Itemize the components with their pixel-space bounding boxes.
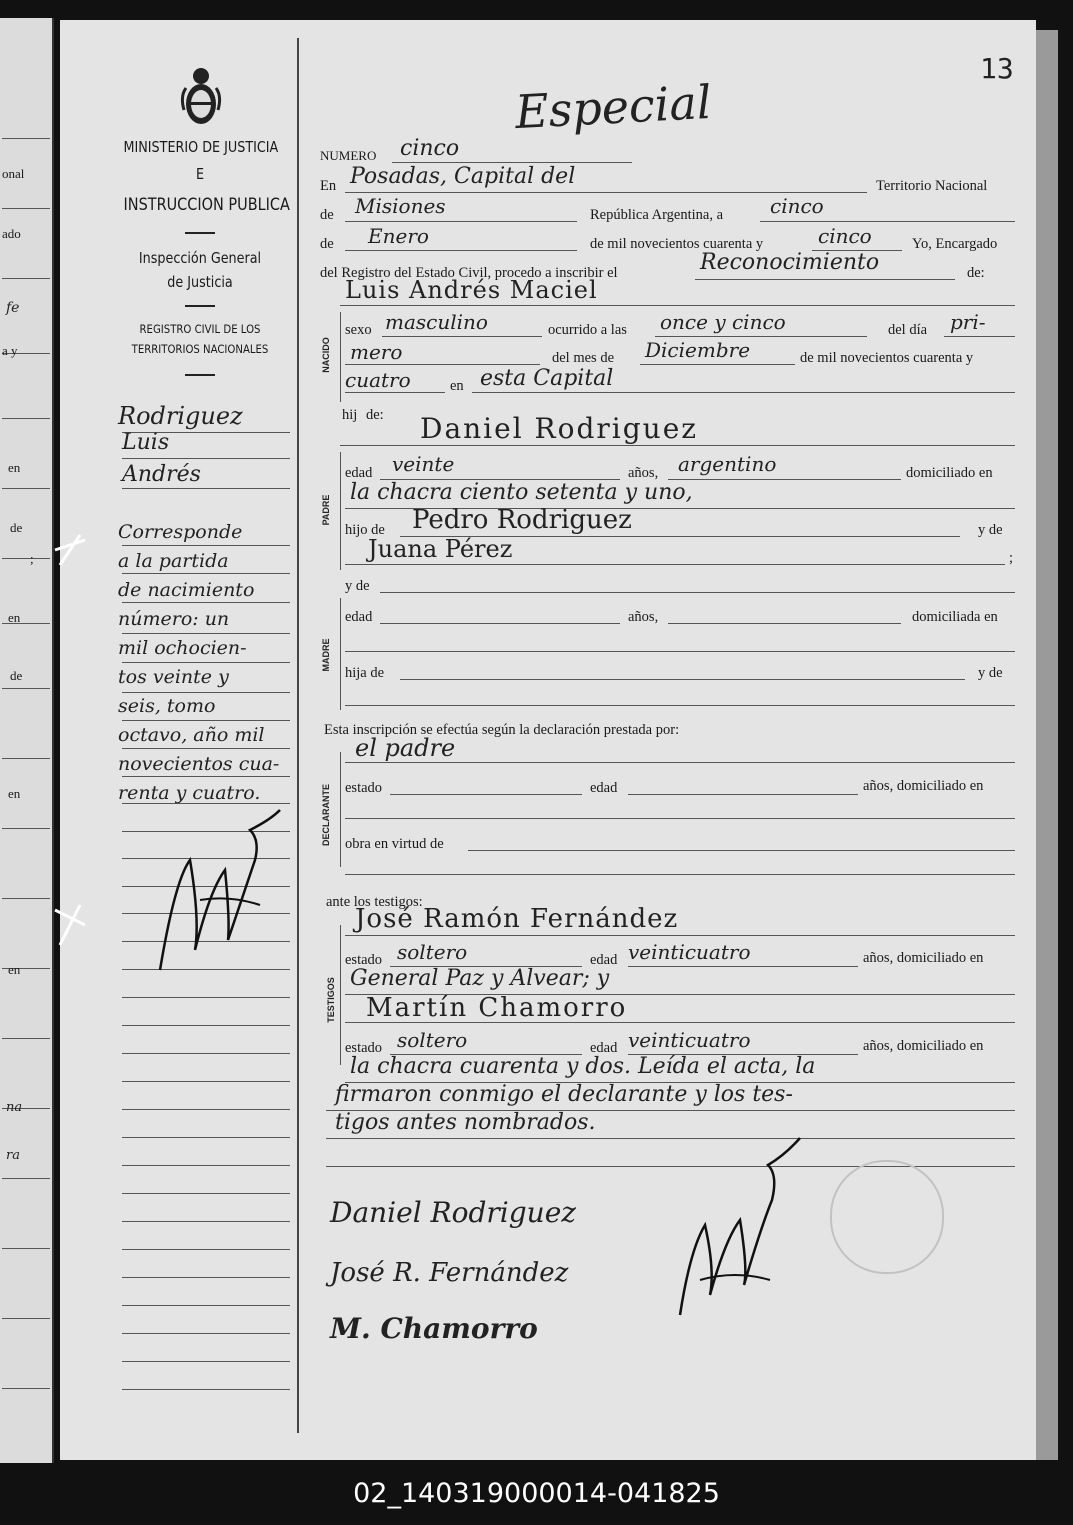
y-de-label: y de — [978, 522, 1003, 538]
page-edge-shadow — [1036, 30, 1058, 1460]
signature-testigo1: José R. Fernández — [330, 1258, 569, 1288]
binding-stitch-icon — [50, 530, 90, 570]
de-label: de — [320, 207, 334, 223]
anos-t2-label: años, domiciliado en — [863, 1038, 984, 1054]
testigo2-estado-value: soltero — [397, 1028, 468, 1052]
divider — [185, 232, 215, 234]
padre-edad-value: veinte — [392, 452, 455, 476]
sexo-label: sexo — [345, 322, 372, 338]
prev-fragment: en — [8, 460, 21, 475]
prev-fragment: en — [8, 962, 21, 977]
lugar-value: Posadas, Capital del — [350, 164, 576, 189]
del-dia-label: del día — [888, 322, 928, 338]
annotation-line: de nacimiento — [118, 579, 255, 601]
prev-fragment: de — [10, 520, 23, 535]
estado-t1-label: estado — [345, 952, 383, 968]
footer-id: 02_140319000014-041825 — [353, 1478, 720, 1509]
del-mes-label: del mes de — [552, 350, 615, 366]
inspection-line: de Justicia — [167, 273, 233, 291]
sexo-value: masculino — [385, 310, 488, 334]
handwritten-title: Especial — [513, 74, 713, 140]
edad-decl-label: edad — [590, 780, 618, 796]
prev-fragment: ado — [2, 226, 21, 241]
divider — [185, 374, 215, 376]
domiciliada-label: domiciliada en — [912, 609, 998, 625]
coat-of-arms-icon — [180, 66, 222, 130]
edad-label: edad — [345, 465, 373, 481]
semicolon: ; — [1009, 550, 1014, 566]
testigo2-value: Martín Chamorro — [366, 993, 628, 1023]
acto-value: Reconocimiento — [700, 250, 880, 275]
annotation-line: tos veinte y — [118, 666, 229, 688]
testigo2-edad-value: veinticuatro — [628, 1028, 751, 1052]
anos-madre-label: años, — [628, 609, 659, 625]
annotation-line: octavo, año mil — [118, 724, 265, 746]
edad-t1-label: edad — [590, 952, 618, 968]
numero-label: NUMERO — [320, 148, 377, 163]
prev-fragment: ra — [6, 1148, 20, 1163]
anos-domic-label: años, domiciliado en — [863, 778, 984, 794]
prev-fragment: en — [8, 610, 21, 625]
cierre-line-3: tigos antes nombrados. — [335, 1110, 596, 1135]
estado-label: estado — [345, 780, 383, 796]
margin-surname: Rodriguez — [118, 402, 243, 430]
margin-annotation — [118, 518, 279, 808]
anio-value: cinco — [818, 224, 872, 248]
column-divider — [297, 38, 299, 1433]
annotation-line: número: un — [118, 608, 230, 630]
margin-signature-icon — [140, 800, 300, 990]
inspection-line: Inspección General — [138, 249, 262, 267]
ocurrido-label: ocurrido a las — [548, 322, 627, 338]
testigo1-edad-value: veinticuatro — [628, 940, 751, 964]
section-label-nacido: NACIDO — [321, 337, 331, 373]
testigo1-value: José Ramón Fernández — [355, 904, 679, 934]
padre-nacionalidad-value: argentino — [678, 452, 777, 476]
faded-seal-icon — [830, 1160, 944, 1274]
numero-value: cinco — [400, 136, 460, 161]
de-mil-label: de mil novecientos cuarenta y — [590, 236, 764, 252]
estado-t2-label: estado — [345, 1040, 383, 1056]
prev-fragment: onal — [2, 166, 25, 181]
testigo1-domicilio-value: General Paz y Alvear; y — [350, 966, 610, 991]
inspection-heading — [124, 246, 277, 294]
prev-fragment: de — [10, 668, 23, 683]
mes-nac-value: Diciembre — [645, 338, 751, 362]
de-colon-label: de: — [967, 265, 985, 281]
page-number: 13 — [980, 52, 1014, 85]
margin-given-name: Luis — [122, 430, 170, 455]
y-de-madre-label: y de — [978, 665, 1003, 681]
signature-padre: Daniel Rodriguez — [330, 1196, 577, 1229]
ministry-line: INSTRUCCION PUBLICA — [123, 195, 290, 215]
annotation-line: renta y cuatro. — [118, 782, 261, 804]
prev-fragment: fe — [6, 300, 20, 316]
lugar-nac-value: esta Capital — [480, 366, 614, 391]
domiciliado-label: domiciliado en — [906, 465, 993, 481]
de-mil-2-label: de mil novecientos cuarenta y — [800, 350, 974, 366]
registry-line: TERRITORIOS NACIONALES — [131, 341, 269, 356]
hora-value: once y cinco — [660, 310, 786, 334]
cierre-line-1: la chacra cuarenta y dos. Leída el acta, la — [350, 1054, 816, 1079]
testigo1-estado-value: soltero — [397, 940, 468, 964]
section-label-declarante: DECLARANTE — [321, 784, 331, 846]
dia-nac-value: pri- — [950, 310, 986, 334]
declaracion-label: Esta inscripción se efectúa según la declaración prestada por: — [324, 722, 680, 738]
section-label-padre: PADRE — [321, 494, 331, 526]
ministry-line: E — [195, 164, 205, 183]
y-de-label-2: y de — [345, 578, 370, 594]
en-label: En — [320, 178, 337, 194]
dia-value: cinco — [770, 194, 824, 218]
prev-fragment: na — [6, 1100, 23, 1115]
de-label: de — [320, 236, 334, 252]
registry-heading — [121, 320, 279, 359]
declarante-value: el padre — [355, 734, 456, 762]
edad-t2-label: edad — [590, 1040, 618, 1056]
hijo-label: hij — [342, 407, 358, 423]
anos-label: años, — [628, 465, 659, 481]
prev-fragment: en — [8, 786, 21, 801]
dia-nac-value-2: mero — [350, 340, 403, 364]
hijo-suffix-label: de: — [366, 407, 384, 423]
abuelo-value: Pedro Rodriguez — [412, 505, 632, 535]
mes-value: Enero — [368, 224, 429, 248]
margin-given-name: Andrés — [122, 462, 201, 487]
annotation-line: novecientos cua- — [118, 753, 280, 775]
ante-testigos-label: ante los testigos: — [326, 894, 423, 910]
territorio-label: Territorio Nacional — [876, 178, 988, 194]
annotation-line: a la partida — [118, 550, 229, 572]
binding-stitch-icon — [50, 900, 90, 950]
prev-fragment: ; — [30, 551, 34, 566]
section-label-madre: MADRE — [321, 638, 331, 672]
annotation-line: seis, tomo — [118, 695, 216, 717]
ministry-heading — [123, 136, 290, 219]
anio-nac-value: cuatro — [345, 368, 411, 392]
en-label-2: en — [450, 378, 464, 394]
registro-label: del Registro del Estado Civil, procedo a inscribir el — [320, 265, 618, 281]
annotation-line: Corresponde — [118, 521, 243, 543]
padre-domicilio-value: la chacra ciento setenta y uno, — [350, 480, 693, 505]
inscripto-value: Luis Andrés Maciel — [345, 276, 598, 304]
previous-page-edge — [0, 18, 54, 1463]
registry-line: REGISTRO CIVIL DE LOS — [139, 322, 261, 336]
annotation-line: mil ochocien- — [118, 637, 247, 659]
padre-nombre-value: Daniel Rodriguez — [420, 412, 699, 445]
signature-testigo2: M. Chamorro — [330, 1312, 538, 1345]
obra-label: obra en virtud de — [345, 836, 444, 852]
ministry-line: MINISTERIO DE JUSTICIA — [123, 138, 279, 156]
section-label-testigos: TESTIGOS — [326, 977, 336, 1023]
anos-t1-label: años, domiciliado en — [863, 950, 984, 966]
republica-label: República Argentina, a — [590, 207, 724, 223]
official-signature-text — [680, 1300, 684, 1301]
cierre-line-2: firmaron conmigo el declarante y los tes- — [335, 1082, 793, 1107]
abuela-value: Juana Pérez — [368, 535, 513, 563]
provincia-value: Misiones — [355, 194, 446, 218]
hijo-de-label: hijo de — [345, 522, 385, 538]
divider — [185, 305, 215, 307]
edad-madre-label: edad — [345, 609, 373, 625]
yo-encargado-label: Yo, Encargado — [912, 236, 998, 252]
hija-de-label: hija de — [345, 665, 385, 681]
prev-fragment: a y — [2, 343, 18, 358]
